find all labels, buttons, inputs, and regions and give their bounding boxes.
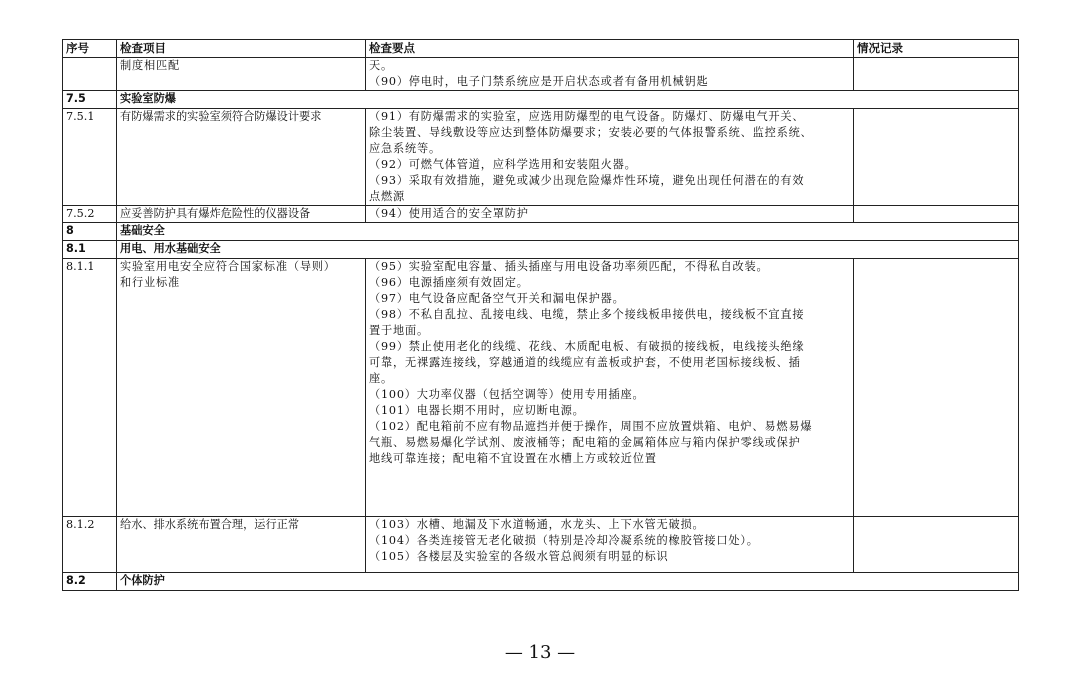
section-row bbox=[63, 223, 1019, 241]
header-item: 检查项目 bbox=[117, 40, 366, 58]
row-point: （94）使用适合的安全罩防护 bbox=[366, 206, 854, 223]
row-item: 有防爆需求的实验室须符合防爆设计要求 bbox=[117, 109, 366, 206]
section-no: 8.1 bbox=[63, 241, 117, 259]
table-row bbox=[63, 206, 1019, 223]
row-record[interactable] bbox=[854, 517, 1019, 573]
row-record[interactable] bbox=[854, 58, 1019, 91]
row-no: 7.5.1 bbox=[63, 109, 117, 206]
section-row bbox=[63, 241, 1019, 259]
row-record[interactable] bbox=[854, 206, 1019, 223]
section-title: 基础安全 bbox=[117, 223, 1019, 241]
section-title: 个体防护 bbox=[117, 573, 1019, 591]
section-row bbox=[63, 573, 1019, 591]
inspection-checklist-table bbox=[62, 39, 1019, 591]
table-row bbox=[63, 58, 1019, 91]
row-point: （103）水槽、地漏及下水道畅通，水龙头、上下水管无破损。 （104）各类连接管无老化破损（特别是冷却冷凝系统的橡胶管接口处）。 （105）各楼层及实验室的各级水管总阀须有明显的标识 bbox=[366, 517, 854, 573]
table-row bbox=[63, 109, 1019, 206]
section-no: 8.2 bbox=[63, 573, 117, 591]
row-item: 实验室用电安全应符合国家标准（导则） 和行业标准 bbox=[117, 259, 366, 517]
section-row bbox=[63, 91, 1019, 109]
header-no: 序号 bbox=[63, 40, 117, 58]
row-no: 7.5.2 bbox=[63, 206, 117, 223]
section-no: 7.5 bbox=[63, 91, 117, 109]
row-no bbox=[63, 58, 117, 91]
section-title: 实验室防爆 bbox=[117, 91, 1019, 109]
row-point: （91）有防爆需求的实验室，应选用防爆型的电气设备。防爆灯、防爆电气开关、 除尘装置、导线敷设等应达到整体防爆要求；安装必要的气体报警系统、监控系统、 应急系统等。 （92）可燃气体管道，应科学选用和安装阻火器。 （93）采取有效措施，避免或减少出现危险爆炸性环境，避免出现任何潜在的有效 点燃源 bbox=[366, 109, 854, 206]
table-header-row bbox=[63, 40, 1019, 58]
section-no: 8 bbox=[63, 223, 117, 241]
row-item: 给水、排水系统布置合理，运行正常 bbox=[117, 517, 366, 573]
row-record[interactable] bbox=[854, 109, 1019, 206]
table-row bbox=[63, 517, 1019, 573]
header-record: 情况记录 bbox=[854, 40, 1019, 58]
row-item: 应妥善防护具有爆炸危险性的仪器设备 bbox=[117, 206, 366, 223]
row-no: 8.1.1 bbox=[63, 259, 117, 517]
header-point: 检查要点 bbox=[366, 40, 854, 58]
section-title: 用电、用水基础安全 bbox=[117, 241, 1019, 259]
row-point: 天。 （90）停电时，电子门禁系统应是开启状态或者有备用机械钥匙 bbox=[366, 58, 854, 91]
row-point: （95）实验室配电容量、插头插座与用电设备功率须匹配，不得私自改装。 （96）电源插座须有效固定。 （97）电气设备应配备空气开关和漏电保护器。 （98）不私自乱拉、乱接电线、电缆，禁止多个接线板串接供电，接线板不宜直接 置于地面。 （99）禁止使用老化的线缆、花线、木质配电板、有破损的接线板，电线接头绝缘 可靠，无裸露连接线，穿越通道的线缆应有盖板或护套，不使用老国标接线板、插 座。 （100）大功率仪器（包括空调等）使用专用插座。 （101）电器长期不用时，应切断电源。 （102）配电箱前不应有物品遮挡并便于操作，周围不应放置烘箱、电炉、易燃易爆 气瓶、易燃易爆化学试剂、废液桶等；配电箱的金属箱体应与箱内保护零线或保护 地线可靠连接；配电箱不宜设置在水槽上方或较近位置 bbox=[366, 259, 854, 517]
row-item: 制度相匹配 bbox=[117, 58, 366, 91]
row-record[interactable] bbox=[854, 259, 1019, 517]
page-number: — 13 — bbox=[504, 642, 576, 663]
table-row bbox=[63, 259, 1019, 517]
row-no: 8.1.2 bbox=[63, 517, 117, 573]
